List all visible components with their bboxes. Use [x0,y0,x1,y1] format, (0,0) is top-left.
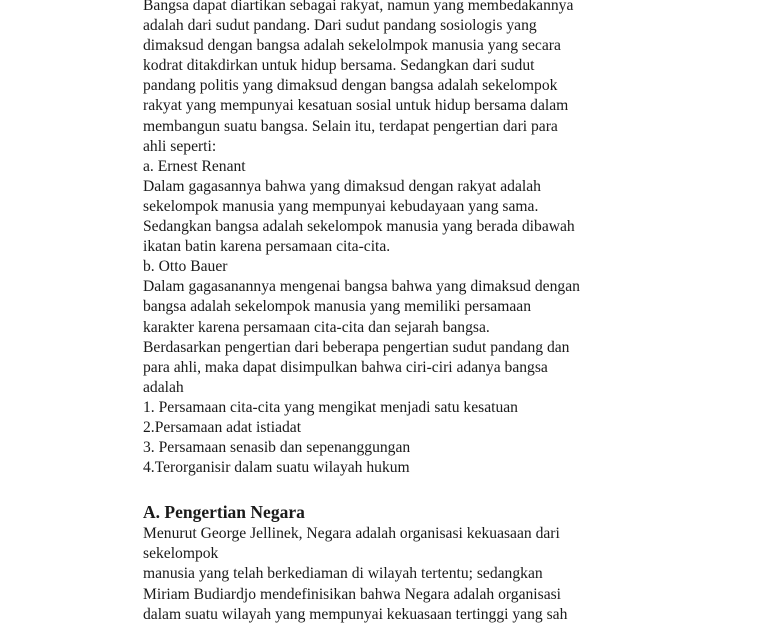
text-line: dimaksud dengan bangsa adalah sekelolmpok manusia yang secara [143,37,561,55]
text-line: manusia yang telah berkediaman di wilayah tertentu; sedangkan [143,565,543,583]
list-item: 3. Persamaan senasib dan sepenanggungan [143,439,411,457]
text-line: sekelompok [143,545,219,563]
section-heading: A. Pengertian Negara [143,502,305,523]
intro-section [143,0,653,478]
list-item: 2.Persamaan adat istiadat [143,418,302,436]
text-line: Dalam gagasanannya mengenai bangsa bahwa yang dimaksud dengan [143,278,580,296]
text-line: adalah [143,378,184,396]
text-line: pandang politis yang dimaksud dengan bangsa adalah sekelompok [143,77,558,95]
text-line: membangun suatu bangsa. Selain itu, terdapat pengertian dari para [143,117,558,135]
text-line: ahli seperti: [143,137,217,155]
section-spacer [143,478,653,501]
document-page [143,0,653,625]
text-line: sekelompok manusia yang mempunyai kebudayaan yang sama. [143,197,539,215]
text-line: Dalam gagasannya bahwa yang dimaksud dengan rakyat adalah [143,177,541,195]
expert-label: b. Otto Bauer [143,258,228,276]
text-line: Miriam Budiardjo mendefinisikan bahwa Negara adalah organisasi [143,585,562,603]
text-line: karakter karena persamaan cita-cita dan sejarah bangsa. [143,318,490,336]
list-item: 1. Persamaan cita-cita yang mengikat menjadi satu kesatuan [143,398,518,416]
text-line: rakyat yang mempunyai kesatuan sosial untuk hidup bersama dalam [143,97,569,115]
text-line: dalam suatu wilayah yang mempunyai kekuasaan tertinggi yang sah [143,605,568,623]
expert-label: a. Ernest Renant [143,157,246,175]
text-line: Berdasarkan pengertian dari beberapa pengertian sudut pandang dan [143,338,570,356]
text-line: bangsa adalah sekelompok manusia yang memiliki persamaan [143,298,531,316]
text-line: kodrat ditakdirkan untuk hidup bersama. Sedangkan dari sudut [143,57,535,75]
text-line: Bangsa dapat diartikan sebagai rakyat, namun yang membedakannya [143,0,574,14]
text-line: Sedangkan bangsa adalah sekelompok manusia yang berada dibawah [143,218,575,236]
text-line: ikatan batin karena persamaan cita-cita. [143,238,391,256]
text-line: Menurut George Jellinek, Negara adalah organisasi kekuasaan dari [143,525,560,543]
text-line: para ahli, maka dapat disimpulkan bahwa ciri-ciri adanya bangsa [143,358,548,376]
text-line: adalah dari sudut pandang. Dari sudut pandang sosiologis yang [143,17,537,35]
negara-section [143,501,653,624]
list-item: 4.Terorganisir dalam suatu wilayah hukum [143,459,410,477]
